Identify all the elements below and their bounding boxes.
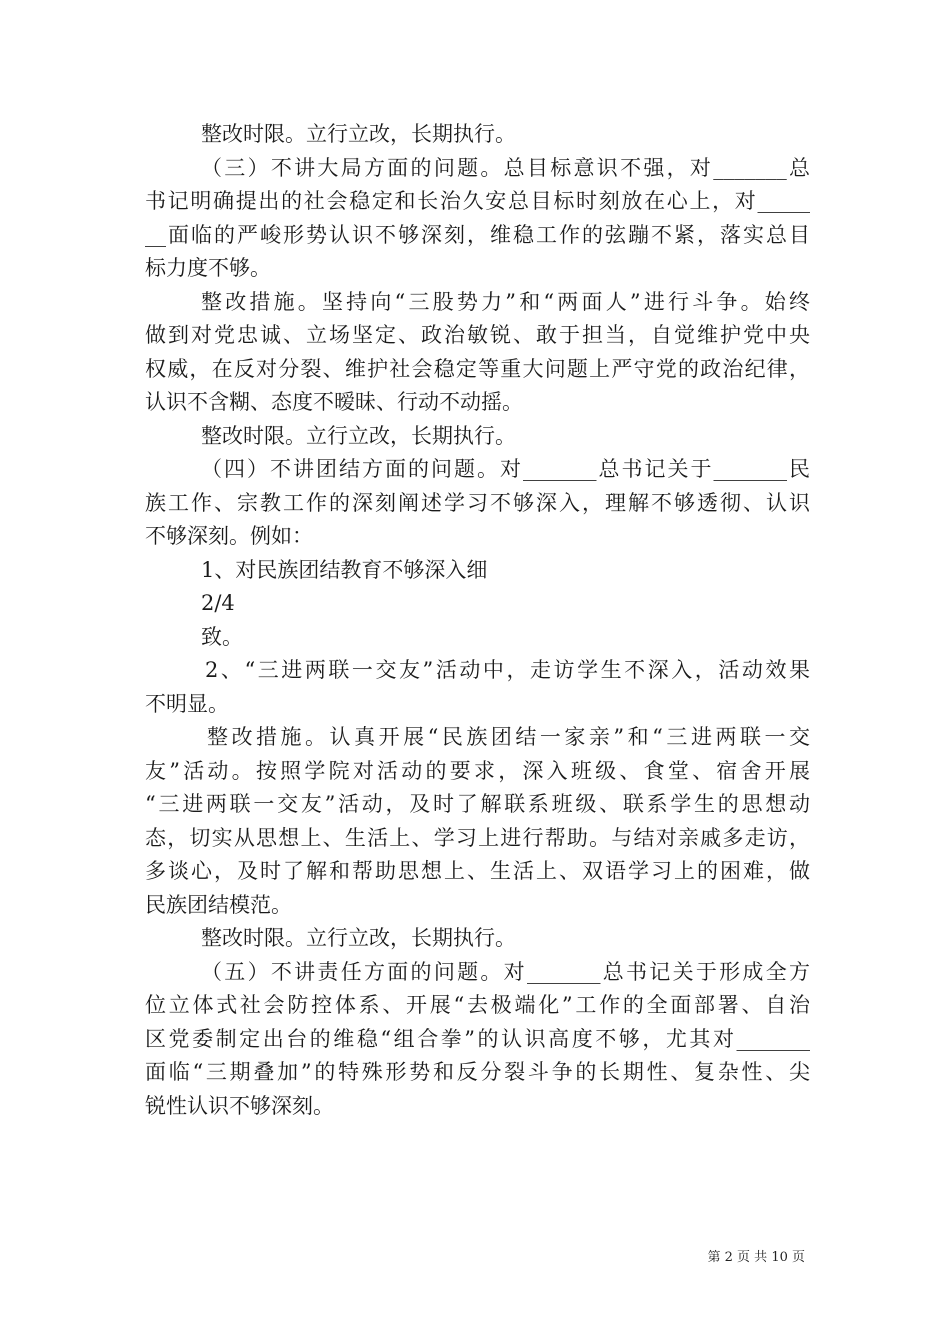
text-line: 态，切实从思想上、生活上、学习上进行帮助。与结对亲戚多走访， [145, 825, 810, 850]
paragraph-p10 [145, 721, 810, 922]
paragraph-p5 [145, 453, 810, 554]
text-line: 区党委制定出台的维稳“组合拳”的认识高度不够，尤其对_______ [145, 1026, 810, 1051]
text-line: 认识不含糊、态度不暧昧、行动不动摇。 [145, 390, 523, 414]
text-line: 整改时限。立行立改，长期执行。 [201, 926, 516, 950]
text-line: 族工作、宗教工作的深刻阐述学习不够深入，理解不够透彻、认识 [145, 490, 810, 515]
paragraph-p2 [145, 152, 810, 286]
paragraph-p3 [145, 286, 810, 420]
paragraph-p7 [145, 587, 810, 621]
text-line: 权威，在反对分裂、维护社会稳定等重大问题上严守党的政治纪律， [145, 356, 810, 381]
paragraph-p9 [145, 654, 810, 721]
paragraph-p1 [145, 118, 810, 152]
page-footer: 第 2 页 共 10 页 [707, 1250, 805, 1265]
text-line: 不明显。 [145, 691, 229, 716]
text-line: 友”活动。按照学院对活动的要求，深入班级、食堂、宿舍开展 [145, 758, 810, 783]
text-line: 书记明确提出的社会稳定和长治久安总目标时刻放在心上，对_____ [145, 189, 810, 213]
text-line: 2/4 [201, 591, 235, 615]
document-body [145, 118, 810, 1123]
text-line: 面临“三期叠加”的特殊形势和反分裂斗争的长期性、复杂性、尖 [145, 1060, 810, 1084]
text-line: 标力度不够。 [145, 256, 271, 280]
paragraph-p12 [145, 956, 810, 1124]
text-line: （四）不讲团结方面的问题。对_______总书记关于_______民 [201, 457, 810, 481]
text-line: （三）不讲大局方面的问题。总目标意识不强，对_______总 [201, 155, 810, 180]
text-line: 2、“三进两联一交友”活动中，走访学生不深入，活动效果 [205, 658, 810, 682]
text-line: 位立体式社会防控体系、开展“去极端化”工作的全面部署、自治 [145, 993, 810, 1017]
text-line: __面临的严峻形势认识不够深刻，维稳工作的弦蹦不紧，落实总目 [145, 222, 810, 247]
text-line: 做到对党忠诚、立场坚定、政治敏锐、敢于担当，自觉维护党中央 [145, 323, 810, 347]
text-line: 致。 [201, 624, 243, 649]
paragraph-p4 [145, 420, 810, 454]
text-line: 整改措施。认真开展“民族团结一家亲”和“三进两联一交 [207, 725, 810, 749]
text-line: “三进两联一交友”活动，及时了解联系班级、联系学生的思想动 [145, 792, 810, 816]
paragraph-p11 [145, 922, 810, 956]
text-line: （五）不讲责任方面的问题。对_______总书记关于形成全方 [201, 959, 810, 984]
text-line: 1、对民族团结教育不够深入细 [201, 557, 488, 582]
paragraph-p6 [145, 554, 810, 588]
text-line: 民族团结模范。 [145, 892, 292, 917]
text-line: 多谈心，及时了解和帮助思想上、生活上、双语学习上的困难，做 [145, 859, 810, 883]
paragraph-p8 [145, 621, 810, 655]
text-line: 整改措施。坚持向“三股势力”和“两面人”进行斗争。始终 [201, 289, 810, 314]
text-line: 锐性认识不够深刻。 [145, 1093, 334, 1118]
text-line: 整改时限。立行立改，长期执行。 [201, 423, 516, 448]
text-line: 不够深刻。例如： [145, 524, 313, 548]
text-line: 整改时限。立行立改，长期执行。 [201, 122, 516, 146]
